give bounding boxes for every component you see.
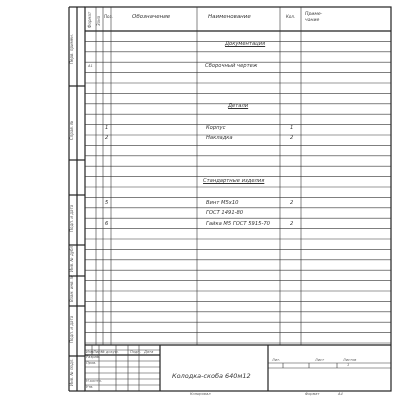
section-parts: Детали xyxy=(228,103,249,109)
footer-format-value: А4 xyxy=(338,392,343,396)
section-documentation: Документация xyxy=(225,41,266,47)
tb-date: Дата xyxy=(144,350,154,354)
footer-copied: Копировал xyxy=(190,392,211,396)
side-dup-inv: Инв. № дубл. xyxy=(69,244,74,272)
header-designation: Обозначение xyxy=(132,14,171,20)
side-orig-inv: Инв. № подл. xyxy=(69,358,74,386)
tb-lit: Лит. xyxy=(272,358,281,362)
tb-sheet: Лист xyxy=(93,350,103,354)
footer-format-label: Формат xyxy=(305,392,320,396)
tb-norm-control: Н.контр. xyxy=(86,379,103,383)
part1-pos: 1 xyxy=(105,125,109,131)
tb-change: Изм xyxy=(86,350,94,354)
tb-signature: Подп. xyxy=(130,350,141,354)
tb-doc-no: № докум. xyxy=(101,350,119,354)
part2-qty: 2 xyxy=(290,135,294,141)
std1-name2: ГОСТ 1491-80 xyxy=(206,210,244,216)
side-sign-date-2: Подп. и дата xyxy=(69,315,74,343)
part2-pos: 2 xyxy=(105,135,109,141)
std2-name: Гайка М5 ГОСТ 5915-70 xyxy=(206,221,270,227)
std1-name: Винт М5х10 xyxy=(206,200,239,206)
side-ref-no: Справ. № xyxy=(69,120,74,140)
std1-qty: 2 xyxy=(290,200,294,206)
tb-list: Лист xyxy=(315,358,325,362)
header-zone: Зона xyxy=(96,15,101,26)
side-replaced-inv: Взам. инв. № xyxy=(69,274,74,302)
side-first-use: Перв. примен. xyxy=(69,33,74,64)
side-sign-date-1: Подп. и дата xyxy=(69,204,74,232)
std2-pos: 6 xyxy=(105,221,109,227)
doc-name: Сборочный чертеж xyxy=(205,63,258,69)
part1-name: Корпус xyxy=(206,125,226,131)
header-qty: Кол. xyxy=(286,14,296,19)
part2-name: Накладка xyxy=(206,135,233,141)
tb-sheets: Листов xyxy=(343,358,357,362)
tb-checked: Пров. xyxy=(86,361,97,365)
doc-format: А1 xyxy=(88,64,93,68)
section-standard: Стандартные изделия xyxy=(203,178,265,184)
tb-developed: Разраб. xyxy=(86,355,101,359)
header-pos: Поз. xyxy=(104,14,113,19)
header-name: Наименование xyxy=(208,14,251,20)
header-format: Формат xyxy=(87,11,92,28)
tb-sheets-value: 1 xyxy=(347,363,350,367)
tb-product-name: Колодка-скоба 640м12 xyxy=(172,372,251,380)
tb-approved: Утв. xyxy=(86,385,94,389)
std1-pos: 5 xyxy=(105,200,109,206)
header-note: Приме- чание xyxy=(305,12,323,23)
part1-qty: 1 xyxy=(290,125,294,131)
std2-qty: 2 xyxy=(290,221,294,227)
